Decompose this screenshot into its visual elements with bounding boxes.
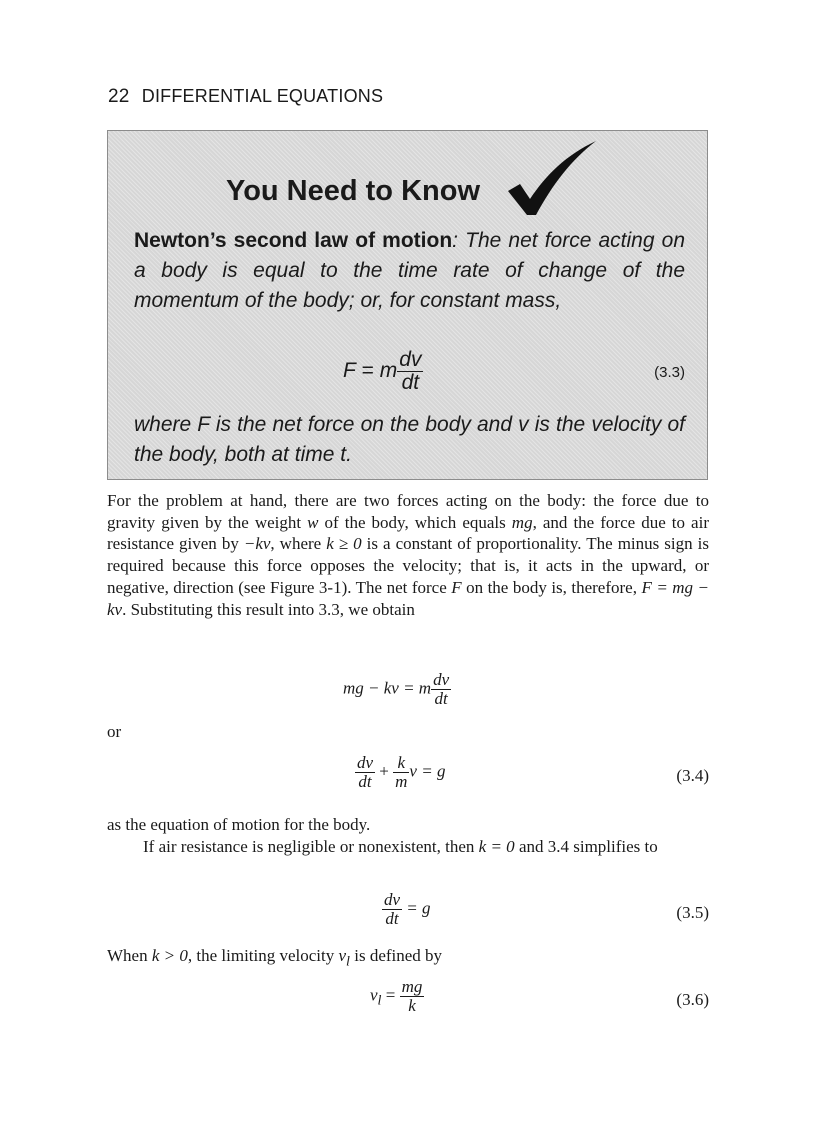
para1-net-force: F = mg − kv: [107, 577, 710, 619]
para1-text-4: , where: [270, 534, 327, 554]
page-number: 22: [108, 86, 130, 107]
para3-text-2: , the limiting velocity: [187, 946, 339, 965]
running-head: [108, 86, 383, 108]
eqa-fraction: [431, 671, 451, 708]
eq34-fraction-2: [393, 754, 409, 791]
paragraph-negligible-resistance: [107, 814, 709, 857]
para1-var-k: k ≥ 0: [326, 534, 362, 554]
eq34-num-1: dv: [357, 753, 374, 772]
eq35-rest: = g: [402, 898, 431, 918]
eq33-lhs: F: [343, 359, 356, 383]
eq34-den-1: dt: [358, 771, 372, 791]
equation-3-4-label: (3.4): [676, 766, 709, 785]
eq36-lhs-subscript: l: [377, 992, 382, 1009]
eq34-fraction-1: [355, 754, 375, 791]
eq33-fraction: [397, 349, 423, 394]
eq35-fraction: [382, 891, 402, 928]
eqa-lhs: mg − kv = m: [343, 678, 432, 698]
law-name: Newton’s second law of motion: [134, 229, 453, 252]
equation-3-5: [382, 891, 431, 928]
equation-substitution: [343, 671, 451, 708]
running-title: DIFFERENTIAL EQUATIONS: [141, 86, 384, 106]
equation-3-5-label: (3.5): [676, 903, 709, 922]
paragraph-limiting-velocity: [107, 945, 709, 973]
eq33-denominator: dt: [401, 371, 420, 395]
eq33-numerator: dv: [399, 348, 422, 371]
eqa-denominator: dt: [434, 688, 448, 708]
you-need-to-know-box: [107, 130, 708, 480]
eq35-denominator: dt: [385, 908, 399, 928]
para1-text-3: , and the force due to air resistance given by: [107, 512, 709, 554]
para1-text-7: . Substituting this result into 3.3, we obtain: [122, 599, 415, 619]
eq33-equals: =: [355, 359, 380, 383]
eq33-coef: m: [379, 359, 398, 383]
eq36-lhs: v: [370, 985, 378, 1005]
para3-text-3: is defined by: [349, 946, 443, 965]
eq36-equals: =: [381, 985, 400, 1005]
eq35-numerator: dv: [384, 890, 401, 909]
para3-text-1: When: [107, 946, 152, 965]
equation-3-4: [355, 754, 445, 791]
law-statement: [134, 226, 685, 316]
law-text: : The net force acting on a body is equal to the time rate of change of the momentum of the body; or, for constant mass,: [134, 229, 686, 312]
checkmark-icon: [508, 141, 598, 221]
para1-text-6: on the body is, therefore,: [461, 577, 642, 597]
eq34-rest: v = g: [409, 761, 446, 781]
para3-var-k: k > 0: [151, 946, 188, 965]
eq34-plus: +: [375, 761, 394, 781]
para1-text-2: of the body, which equals: [318, 512, 512, 532]
equation-3-6: [370, 978, 424, 1015]
para3-var-v: v: [338, 946, 347, 965]
box-closing-text: where F is the net force on the body and v is the velocity of the body, both at time t.: [134, 413, 685, 466]
eq34-num-2: k: [393, 754, 409, 773]
eq36-denominator: k: [408, 995, 416, 1015]
para1-var-mg: mg: [511, 512, 533, 532]
equation-3-3: [343, 349, 423, 394]
equation-3-3-label: (3.3): [654, 364, 685, 381]
para2-text-2: and 3.4 simplifies to: [514, 836, 658, 856]
eqa-numerator: dv: [433, 670, 450, 689]
equation-3-6-label: (3.6): [676, 990, 709, 1009]
para3-var-v-subscript: l: [346, 953, 350, 970]
para1-var-w: w: [307, 512, 319, 532]
paragraph-forces: [107, 490, 709, 620]
para1-var-kv: −kv: [243, 534, 271, 554]
para1-var-F: F: [451, 577, 462, 597]
para2-var-k: k = 0: [478, 836, 515, 856]
word-or: or: [107, 722, 122, 741]
para2-line-1: as the equation of motion for the body.: [107, 815, 371, 834]
para2-text-1: If air resistance is negligible or nonexistent, then: [143, 836, 479, 856]
para1-text-5: is a constant of proportionality. The minus sign is required because this force opposes the velocity; that is, it acts in the upward, or negative, direction (see Figure 3-1). The net force: [107, 534, 709, 597]
para2-line-2: [107, 836, 709, 858]
eq36-fraction: [400, 978, 425, 1015]
eq34-den-2: m: [395, 771, 408, 791]
eq36-numerator: mg: [401, 977, 423, 996]
para1-text-1: For the problem at hand, there are two forces acting on the body: the force due to gravity given by the weight: [107, 491, 709, 532]
box-title: You Need to Know: [226, 175, 481, 207]
